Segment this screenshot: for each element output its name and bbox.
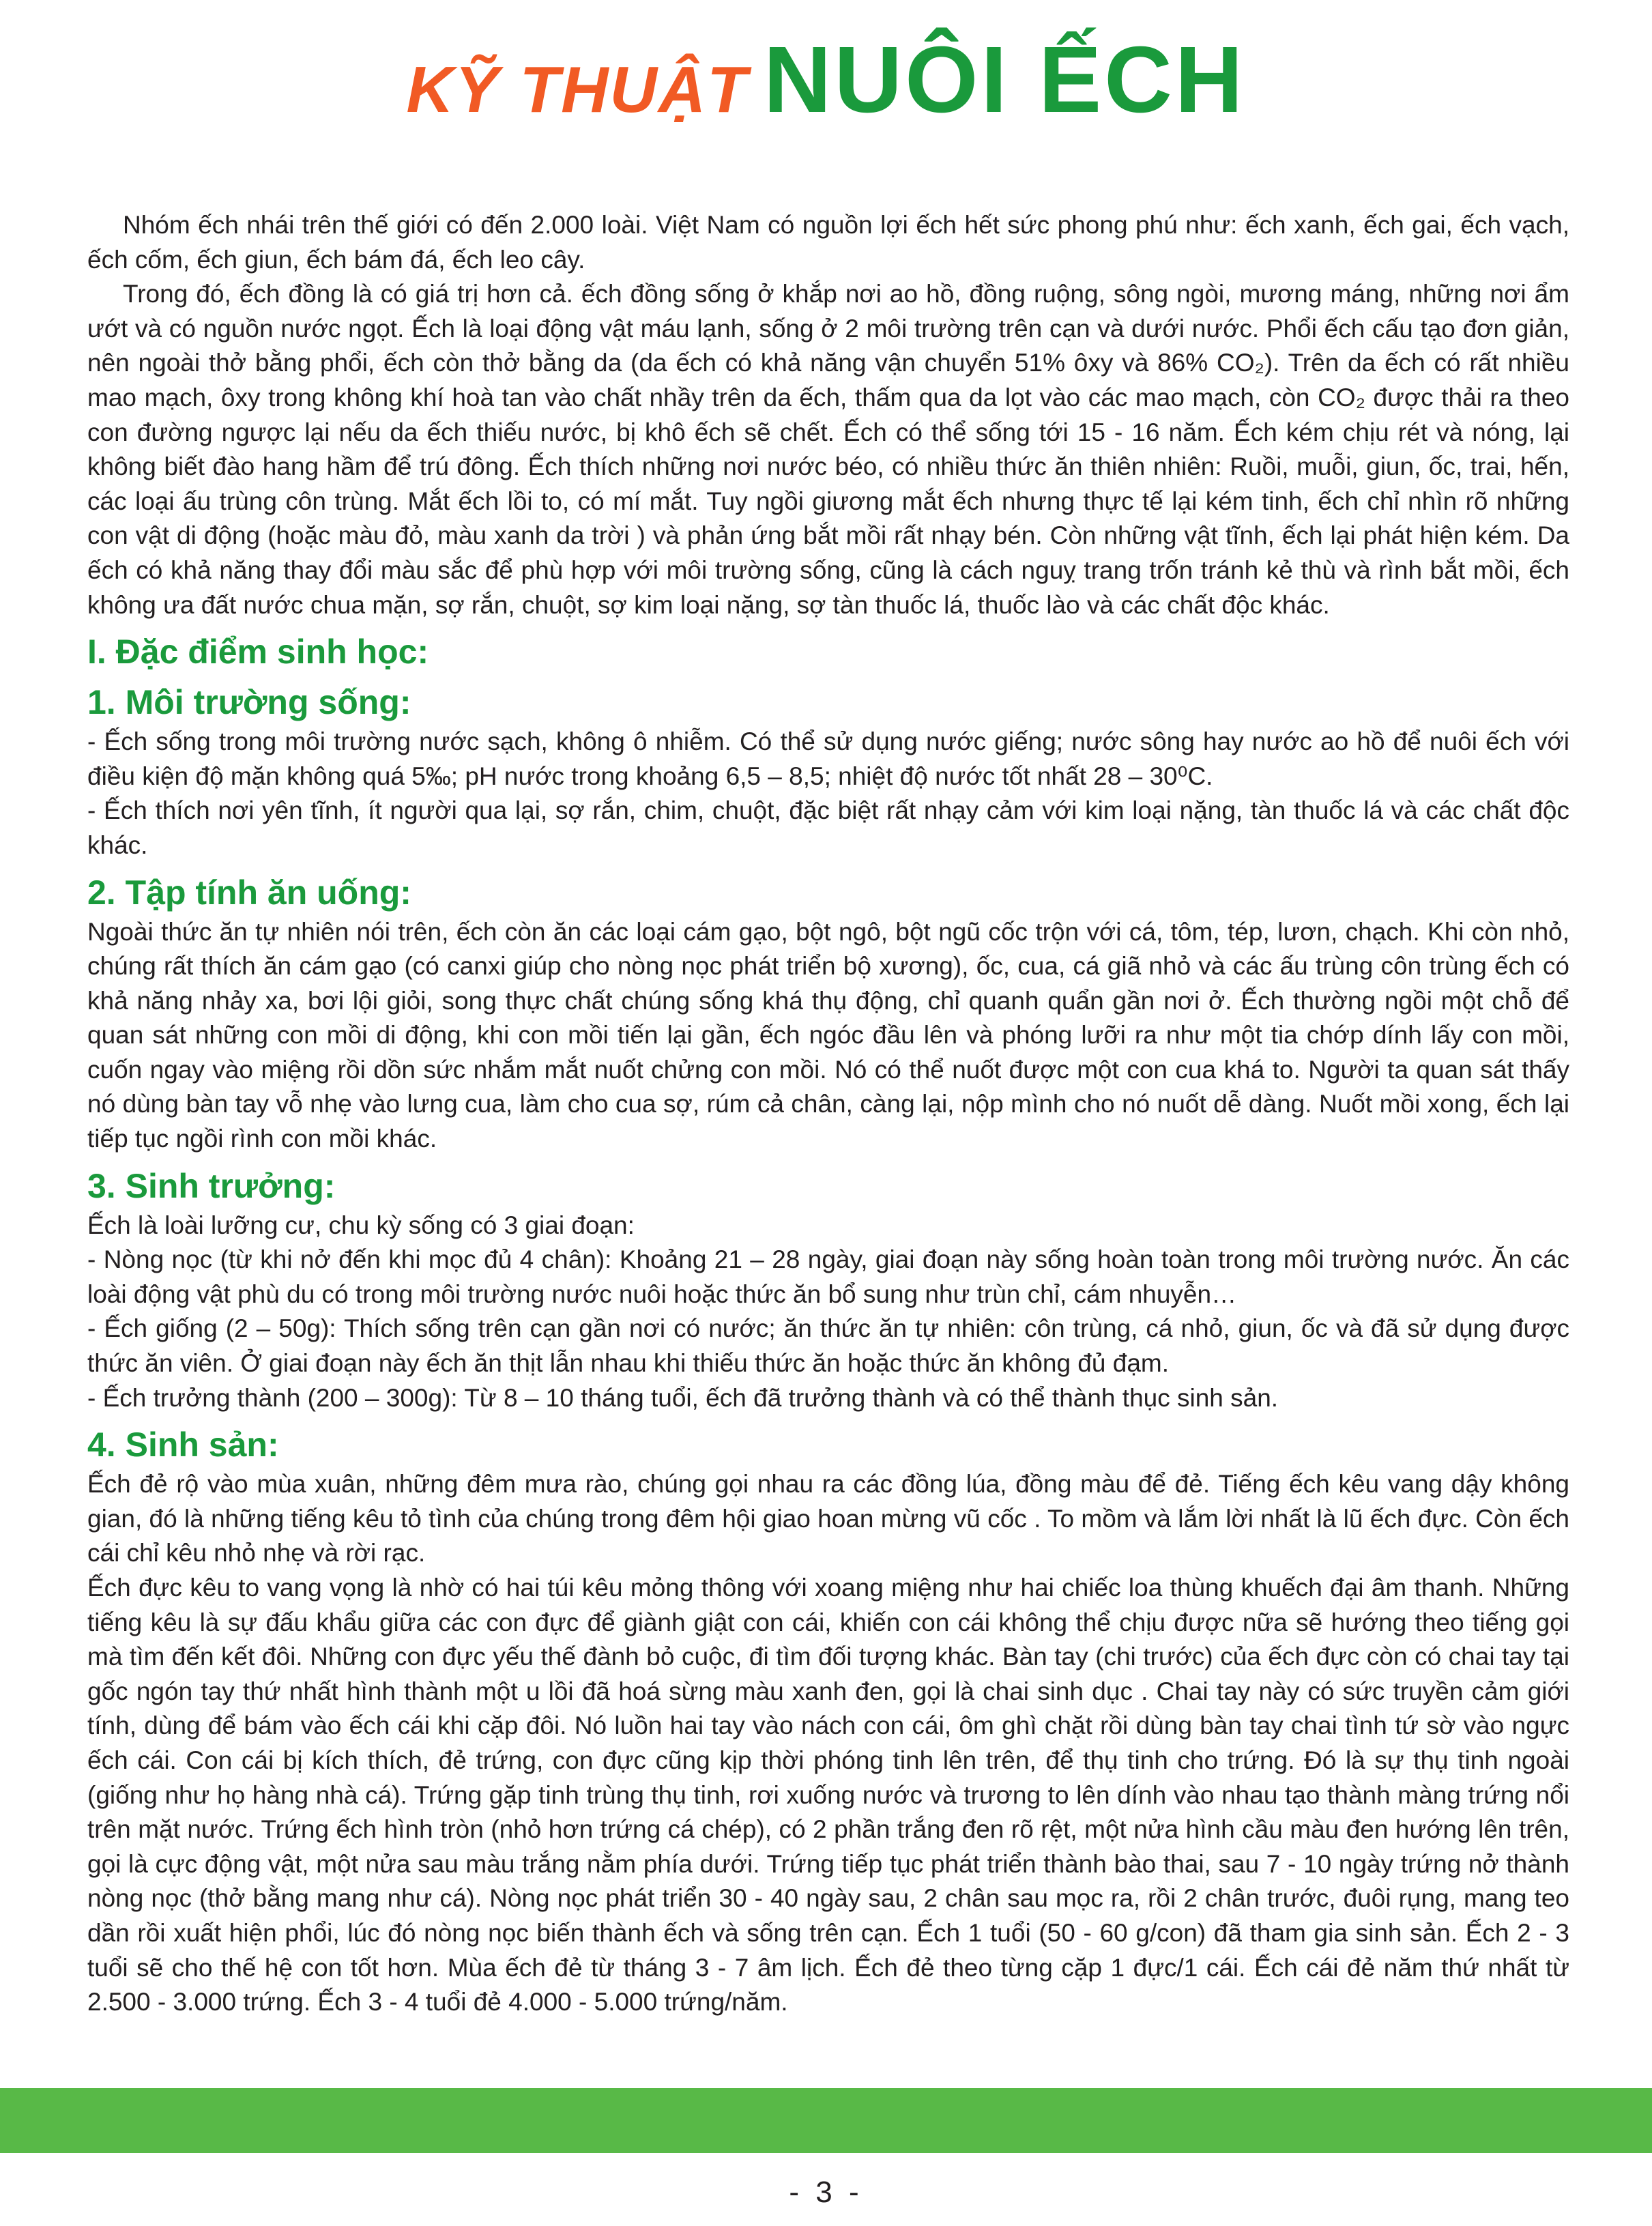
subsection-heading-growth: 3. Sinh trưởng: [87,1166,336,1205]
section-heading-1: I. Đặc điểm sinh học: [87,633,429,671]
subsection-heading-reproduction: 4. Sinh sản: [87,1426,279,1464]
paragraph: - Ếch sống trong môi trường nước sạch, không ô nhiễm. Có thể sử dụng nước giếng; nước sông hay nước ao hồ để nuôi ếch với điều kiện độ mặn không quá 5‰; pH nước trong khoảng 6,5 – 8,5; nhiệt độ nước tốt nhất 28 – 30⁰C. [87,727,1569,790]
paragraph: Ếch đực kêu to vang vọng là nhờ có hai túi kêu mỏng thông với xoang miệng như hai chiếc loa thùng khuếch đại âm thanh. Những tiếng kêu là sự đấu khẩu giữa các con đực để giành giật con cái, khiến con cái không thể chịu được nữa sẽ hướng theo tiếng gọi mà tìm đến kết đôi. Những con đực yếu thế đành bỏ cuộc, đi tìm đối tượng khác. Bàn tay (chi trước) của ếch đực còn có chai tay tại gốc ngón tay thứ nhất hình thành một u lồi đã hoá sừng màu xanh đen, gọi là chai sinh dục . Chai tay này có sức truyền cảm giới tính, dùng để bám vào ếch cái khi cặp đôi. Nó luồn hai tay vào nách con cái, ôm ghì chặt rồi dùng bàn tay chai tình tứ sờ vào ngực ếch cái. Con cái bị kích thích, đẻ trứng, con đực cũng kịp thời phóng tinh lên trên, để thụ tinh cho trứng. Đó là sự thụ tinh ngoài (giống như họ hàng nhà cá). Trứng gặp tinh trùng thụ tinh, rơi xuống nước và trương to lên dính vào nhau tạo thành màng trứng nổi trên mặt nước. Trứng ếch hình tròn (nhỏ hơn trứng cá chép), có 2 phần trắng đen rõ rệt, một nửa hình cầu màu đen hướng lên trên, gọi là cực động vật, một nửa sau màu trắng nằm phía dưới. Trứng tiếp tục phát triển thành bào thai, sau 7 - 10 ngày trứng nở thành nòng nọc (thở bằng mang như cá). Nòng nọc phát triển 30 - 40 ngày sau, 2 chân sau mọc ra, rồi 2 chân trước, đuôi rụng, mang teo dần rồi xuất hiện phổi, lúc đó nòng nọc biến thành ếch và sống trên cạn. Ếch 1 tuổi (50 - 60 g/con) đã tham gia sinh sản. Ếch 2 - 3 tuổi sẽ cho thế hệ con tốt hơn. Mùa ếch đẻ từ tháng 3 - 7 âm lịch. Ếch đẻ theo từng cặp 1 đực/1 cái. Ếch cái đẻ năm thứ nhất từ 2.500 - 3.000 trứng. Ếch 3 - 4 tuổi đẻ 4.000 - 5.000 trứng/năm. [87,1574,1569,2017]
intro-paragraph-1: Nhóm ếch nhái trên thế giới có đến 2.000 loài. Việt Nam có nguồn lợi ếch hết sức phong phú như: ếch xanh, ếch gai, ếch vạch, ếch cốm, ếch giun, ếch bám đá, ếch leo cây. [87,211,1569,274]
page-title [0,27,1652,132]
intro-paragraph-2: Trong đó, ếch đồng là có giá trị hơn cả. ếch đồng sống ở khắp nơi ao hồ, đồng ruộng, sông ngòi, mương máng, những nơi ẩm ướt và có nguồn nước ngọt. Ếch là loại động vật máu lạnh, sống ở 2 môi trường trên cạn và dưới nước. Phổi ếch cấu tạo đơn giản, nên ngoài thở bằng phổi, ếch còn thở bằng da (da ếch có khả năng vận chuyển 51% ôxy và 86% CO₂). Trên da ếch có rất nhiều mao mạch, ôxy trong không khí hoà tan vào chất nhầy trên da ếch, thấm qua da lọt vào các mao mạch, còn CO₂ được thải ra theo con đường ngược lại nếu da ếch thiếu nước, bị khô ếch sẽ chết. Ếch có thể sống tới 15 - 16 năm. Ếch kém chịu rét và nóng, lại không biết đào hang hầm để trú đông. Ếch thích những nơi nước béo, có nhiều thức ăn thiên nhiên: Ruồi, muỗi, giun, ốc, trai, hến, các loại ấu trùng côn trùng. Mắt ếch lồi to, có mí mắt. Tuy ngồi giương mắt ếch nhưng thực tế lại kém tinh, ếch chỉ nhìn rõ những con vật di động (hoặc màu đỏ, màu xanh da trời ) và phản ứng bắt mồi rất nhạy bén. Còn những vật tĩnh, ếch lại phát hiện kém. Da ếch có khả năng thay đổi màu sắc để phù hợp với môi trường sống, cũng là cách nguỵ trang trốn tránh kẻ thù và rình bắt mồi, ếch không ưa đất nước chua mặn, sợ rắn, chuột, sợ kim loại nặng, sợ tàn thuốc lá, thuốc lào và các chất độc khác. [87,280,1569,619]
title-part2: NUÔI ẾCH [763,27,1246,132]
subsection-heading-feeding: 2. Tập tính ăn uống: [87,873,411,912]
footer-bar [0,2088,1652,2153]
title-part1: KỸ THUẬT [406,53,749,126]
subsection-heading-living-environment: 1. Môi trường sống: [87,683,411,722]
paragraph: Ếch đẻ rộ vào mùa xuân, những đêm mưa rào, chúng gọi nhau ra các đồng lúa, đồng màu để đẻ. Tiếng ếch kêu vang dậy không gian, đó là những tiếng kêu tỏ tình của chúng trong đêm hội giao hoan mừng vũ cốc . To mồm và lắm lời nhất là lũ ếch đực. Còn ếch cái chỉ kêu nhỏ nhẹ và rời rạc. [87,1470,1569,1567]
paragraph: Ngoài thức ăn tự nhiên nói trên, ếch còn ăn các loại cám gạo, bột ngô, bột ngũ cốc trộn với cá, tôm, tép, lươn, chạch. Khi còn nhỏ, chúng rất thích ăn cám gạo (có canxi giúp cho nòng nọc phát triển bộ xương), ốc, cua, cá giã nhỏ và các ấu trùng côn trùng ếch có khả năng nhảy xa, bơi lội giỏi, song thực chất chúng sống khá thụ động, chỉ quanh quẩn gần nơi ở. Ếch thường ngồi một chỗ để quan sát những con mồi di động, khi con mồi tiến lại gần, ếch ngóc đầu lên và phóng lưỡi ra như một tia chớp dính lấy con mồi, cuốn ngay vào miệng rồi dồn sức nhắm mắt nuốt chửng con mồi. Nó có thể nuốt được một con cua khá to. Người ta quan sát thấy nó dùng bàn tay vỗ nhẹ vào lưng cua, làm cho cua sợ, rúm cả chân, càng lại, nộp mình cho nó nuốt dễ dàng. Nuốt mồi xong, ếch lại tiếp tục ngồi rình con mồi khác. [87,917,1569,1153]
paragraph: Ếch là loài lưỡng cư, chu kỳ sống có 3 giai đoạn: [87,1211,635,1239]
paragraph: - Ếch thích nơi yên tĩnh, ít người qua lại, sợ rắn, chim, chuột, đặc biệt rất nhạy cảm với kim loại nặng, tàn thuốc lá và các chất độc khác. [87,796,1569,859]
page-number: - 3 - [789,2176,863,2209]
paragraph: - Ếch giống (2 – 50g): Thích sống trên cạn gần nơi có nước; ăn thức ăn tự nhiên: côn trùng, cá nhỏ, giun, ốc và đã sử dụng được thức ăn viên. Ở giai đoạn này ếch ăn thịt lẫn nhau khi thiếu thức ăn hoặc thức ăn không đủ đạm. [87,1314,1569,1378]
paragraph: - Nòng nọc (từ khi nở đến khi mọc đủ 4 chân): Khoảng 21 – 28 ngày, giai đoạn này sống hoàn toàn trong môi trường nước. Ăn các loài động vật phù du có trong môi trường nước nuôi hoặc thức ăn bổ sung như trùn chỉ, cám nhuyễn… [87,1245,1569,1308]
paragraph: - Ếch trưởng thành (200 – 300g): Từ 8 – 10 tháng tuổi, ếch đã trưởng thành và có thể thành thục sinh sản. [87,1383,1279,1412]
document-body [87,208,1569,2020]
